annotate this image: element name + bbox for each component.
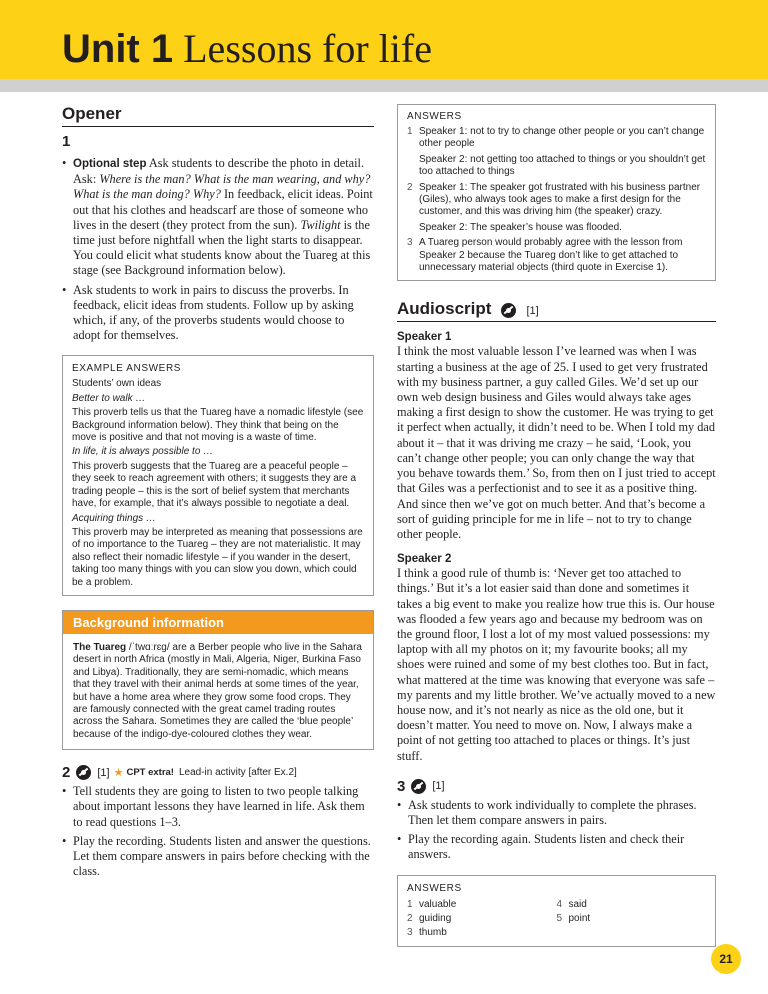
opener-title: Opener <box>62 104 122 123</box>
cpt-extra-label: CPT extra! <box>126 767 174 779</box>
star-icon: ★ <box>113 767 124 780</box>
speaker-2-text: I think a good rule of thumb is: ‘Never get too attached to things.’ But it’s a lot easier said than done and sometimes it takes a big event to make you realize how true this is. Our house was flooded a few years ago and because my bedroom was on the ground floor, I lost a lot of my most valued possessions: my laptop with all my photos on it; my favourite books; all my shoes were ruined and some of my best clothes too. But in fact, what mattered at the time was knowing that everyone was safe – my parents and my little brother. We’ve actually moved to a new house now, and it’s not nearly as nice as the old one, but it doesn’t matter. You need to move on. Now, I always make a point of not getting too attached to places or things. It’s just stuff. <box>397 566 716 763</box>
list-item: • Ask students to work in pairs to discuss the proverbs. In feedback, elicit ideas from students. Follow up by asking which, if any, of the proverbs students would choose to adopt for themselves. <box>62 283 374 344</box>
example-answer-line: This proverb may be interpreted as meaning that possessions are of no importance to the Tuareg – they are not materialistic. It may also reflect their nomadic lifestyle – if you wander in the desert, taking too many things with you can slow you down, which could be a problem. <box>72 526 363 588</box>
lead-in-label: Lead-in activity [after Ex.2] <box>178 767 297 779</box>
speaker-1-text: I think the most valuable lesson I’ve learned was when I was starting a business at the age of 25. I used to get very frustrated with my business partner, a guy called Giles. We’d set up our own web design business and Giles would always take ages making a first design to show the customer. He was trying to get it perfect when actually, it didn’t need to be. When I told my dad about it – that it was driving me crazy – he said, ‘Look, you can’t change other people; you can only change the way that you behave towards them.’ So, from then on I just tried to accept that Giles was a perfectionist and to see it as a positive thing. And since then we’ve got on much better. And that’s become a sort of guiding principle for me in life – not to try to change other people. <box>397 344 716 541</box>
list-item: • Play the recording. Students listen and answer the questions. Let them compare answers in pairs before checking with the class. <box>62 834 374 880</box>
example-answers-box <box>62 355 374 596</box>
answers-grid <box>407 898 706 940</box>
background-info-heading: Background information <box>63 611 373 634</box>
background-info-box <box>62 610 374 750</box>
example-answer-line: This proverb suggests that the Tuareg are a peaceful people – they seek to reach agreement with others; it suggests they are a trading people – this is the sort of belief system that merchants have, for example, that it’s always possible to negotiate a deal. <box>72 460 357 510</box>
example-answer-line: In life, it is always possible to … <box>72 446 214 458</box>
right-column <box>397 104 716 947</box>
list-item: • Play the recording again. Students listen and check their answers. <box>397 832 716 862</box>
exercise-1-number: 1 <box>62 133 71 150</box>
list-item: • Ask students to work individually to complete the phrases. Then let them compare answers in pairs. <box>397 798 716 828</box>
speaker-2-label: Speaker 2 <box>397 553 452 566</box>
list-item: • Optional step Ask students to describe the photo in detail. Ask: Where is the man? What is the man wearing, and why? What is the man doing? Why? In feedback, elicit ideas. Point out that his clothes and headscarf are those of someone who lives in the desert (they protect from the sun). Twilight is the time just before nightfall when the light starts to disappear. You could elicit what students know about the Tuareg at this stage (see Background information below). <box>62 156 374 279</box>
answers-heading: ANSWERS <box>407 882 462 894</box>
example-answer-line: This proverb tells us that the Tuareg have a nomadic lifestyle (see Background information below). They think that being on the move is positive and that not moving is a waste of time. <box>72 407 364 444</box>
exercise-2-heading <box>62 764 374 781</box>
answer-item: 2 Speaker 1: The speaker got frustrated with his business partner (Giles), who always took ages to make a first design for the customer, and this was driving him (the speaker) crazy. Speaker 2: The speaker’s house was flooded. <box>407 181 701 233</box>
opener-rule <box>62 126 374 127</box>
answer-item: 1 Speaker 1: not to try to change other people or you can’t change other people Speaker 2: not getting too attached to things or you shouldn’t get too attached to things <box>407 126 706 178</box>
answers-box-1 <box>397 104 716 281</box>
unit-label: Unit 1 <box>62 27 174 71</box>
page-title <box>62 26 432 72</box>
example-answers-heading: EXAMPLE ANSWERS <box>72 363 182 375</box>
track-number: [1] <box>97 766 110 779</box>
list-item: • Tell students they are going to listen to two people talking about important lessons they have learned in life. Ask them to read questions 1–3. <box>62 784 374 830</box>
answer-item: 3 A Tuareg person would probably agree with the lesson from Speaker 2 because the Tuareg don’t like to get attached to unnecessary material objects (third quote in Exercise 1). <box>407 237 683 274</box>
answers-col-left <box>407 898 557 940</box>
example-answer-line: Acquiring things … <box>72 512 156 524</box>
audio-cd-icon <box>501 303 516 318</box>
page-number: 21 <box>711 944 741 974</box>
track-number: [1] <box>526 305 539 318</box>
background-info-text: The Tuareg /ˈtwɑːrɛɡ/ are a Berber people who live in the Sahara desert in north Africa (mostly in Mali, Algeria, Niger, Burkina Faso and Libya). Traditionally, they are semi-nomadic, which means that they travel with their animal herds at some times of the year, but have a home area where they grow some food crops. They are famously connected with the great camel trading routes across the Sahara. Sometimes they are called the ‘blue people’ because of the indigo-dye-coloured clothes they wear. <box>73 641 362 740</box>
answer-item: 4 said <box>556 898 587 910</box>
answers-box-3 <box>397 875 716 947</box>
answer-item: 3 thumb <box>407 926 447 938</box>
exercise-3-number: 3 <box>397 777 406 795</box>
audioscript-heading <box>397 299 716 319</box>
unit-title: Lessons for life <box>183 26 432 71</box>
header-strip <box>0 79 768 92</box>
exercise-3-heading <box>397 778 716 795</box>
track-number: [1] <box>432 780 445 793</box>
audioscript-title: Audioscript <box>397 299 492 319</box>
answer-item: 1 valuable <box>407 898 457 910</box>
answers-col-right <box>557 898 707 940</box>
audio-cd-icon <box>411 779 426 794</box>
answer-item: 5 point <box>556 912 591 924</box>
audio-cd-icon <box>76 765 91 780</box>
speaker-1-label: Speaker 1 <box>397 331 452 344</box>
exercise-1-bullets <box>62 156 374 343</box>
answers-list <box>407 126 706 274</box>
audioscript-rule <box>397 321 716 322</box>
answers-heading: ANSWERS <box>407 111 462 122</box>
answer-item: 2 guiding <box>407 912 452 924</box>
exercise-2-number: 2 <box>62 764 71 782</box>
exercise-3-bullets <box>397 798 716 863</box>
example-answer-line: Better to walk … <box>72 392 146 404</box>
left-column <box>62 104 374 883</box>
example-answer-line: Students’ own ideas <box>72 378 162 390</box>
exercise-2-bullets <box>62 784 374 879</box>
